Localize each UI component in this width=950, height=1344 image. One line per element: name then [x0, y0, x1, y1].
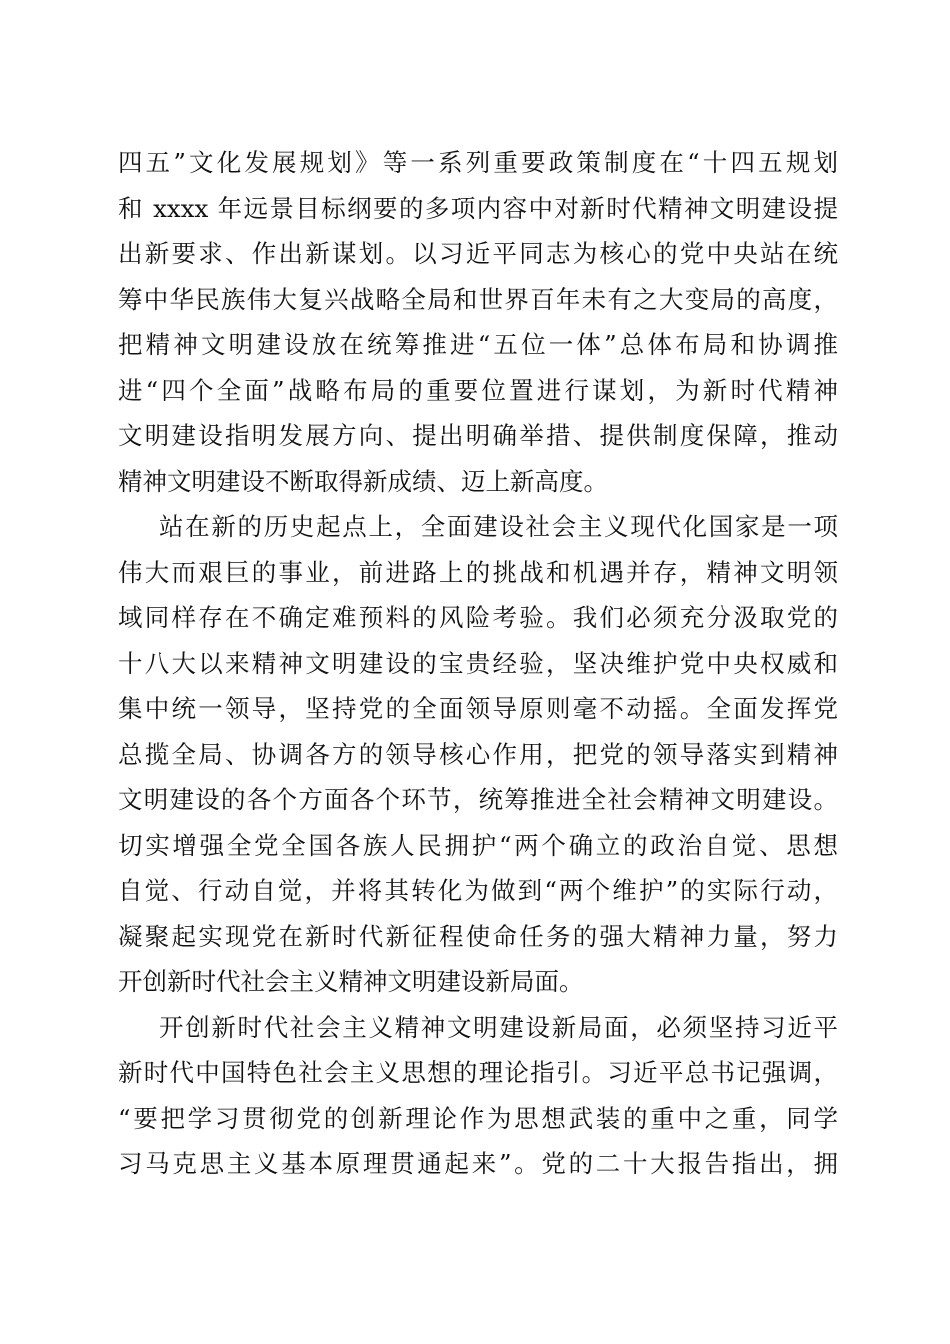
text-line: 新时代中国特色社会主义思想的理论指引。习近平总书记强调，: [118, 1058, 838, 1087]
text-line: 集中统一领导，坚持党的全面领导原则毫不动摇。全面发挥党: [118, 694, 838, 723]
text-line: 文明建设指明发展方向、提出明确举措、提供制度保障，推动: [118, 421, 838, 450]
text-line: 文明建设的各个方面各个环节，统筹推进全社会精神文明建设。: [118, 785, 838, 814]
paragraph-1: [118, 140, 838, 504]
text-line: 精神文明建设不断取得新成绩、迈上新高度。: [118, 466, 608, 496]
text-line: 自觉、行动自觉，并将其转化为做到“两个维护”的实际行动，: [118, 876, 838, 905]
text-line: 十八大以来精神文明建设的宝贵经验，坚决维护党中央权威和: [118, 648, 838, 678]
text-line: 凝聚起实现党在新时代新征程使命任务的强大精神力量，努力: [118, 921, 838, 951]
text-line: 进“四个全面”战略布局的重要位置进行谋划，为新时代精神: [118, 375, 838, 405]
text-line: 伟大而艰巨的事业，前进路上的挑战和机遇并存，精神文明领: [118, 557, 838, 587]
paragraph-2: [118, 504, 838, 1005]
text-line: 开创新时代社会主义精神文明建设新局面，必须坚持习近平: [159, 1012, 838, 1042]
text-line: 开创新时代社会主义精神文明建设新局面。: [118, 967, 584, 996]
text-line: 筹中华民族伟大复兴战略全局和世界百年未有之大变局的高度，: [118, 284, 838, 314]
text-line: 域同样存在不确定难预料的风险考验。我们必须充分汲取党的: [118, 603, 838, 632]
text-line: “要把学习贯彻党的创新理论作为思想武装的重中之重，同学: [118, 1103, 838, 1133]
text-line: 切实增强全党全国各族人民拥护“两个确立的政治自觉、思想: [118, 830, 838, 860]
text-line: 和 xxxx 年远景目标纲要的多项内容中对新时代精神文明建设提: [118, 193, 838, 223]
text-line: 四五”文化发展规划》等一系列重要政策制度在“十四五规划: [118, 148, 838, 177]
text-line: 把精神文明建设放在统筹推进“五位一体”总体布局和协调推: [118, 330, 838, 359]
text-line: 习马克思主义基本原理贯通起来”。党的二十大报告指出，拥: [118, 1149, 838, 1178]
text-line: 站在新的历史起点上，全面建设社会主义现代化国家是一项: [159, 512, 838, 541]
body-text: [118, 140, 838, 1187]
text-line: 总揽全局、协调各方的领导核心作用，把党的领导落实到精神: [118, 739, 838, 769]
paragraph-3: [118, 1005, 838, 1187]
text-line: 出新要求、作出新谋划。以习近平同志为核心的党中央站在统: [118, 239, 838, 268]
